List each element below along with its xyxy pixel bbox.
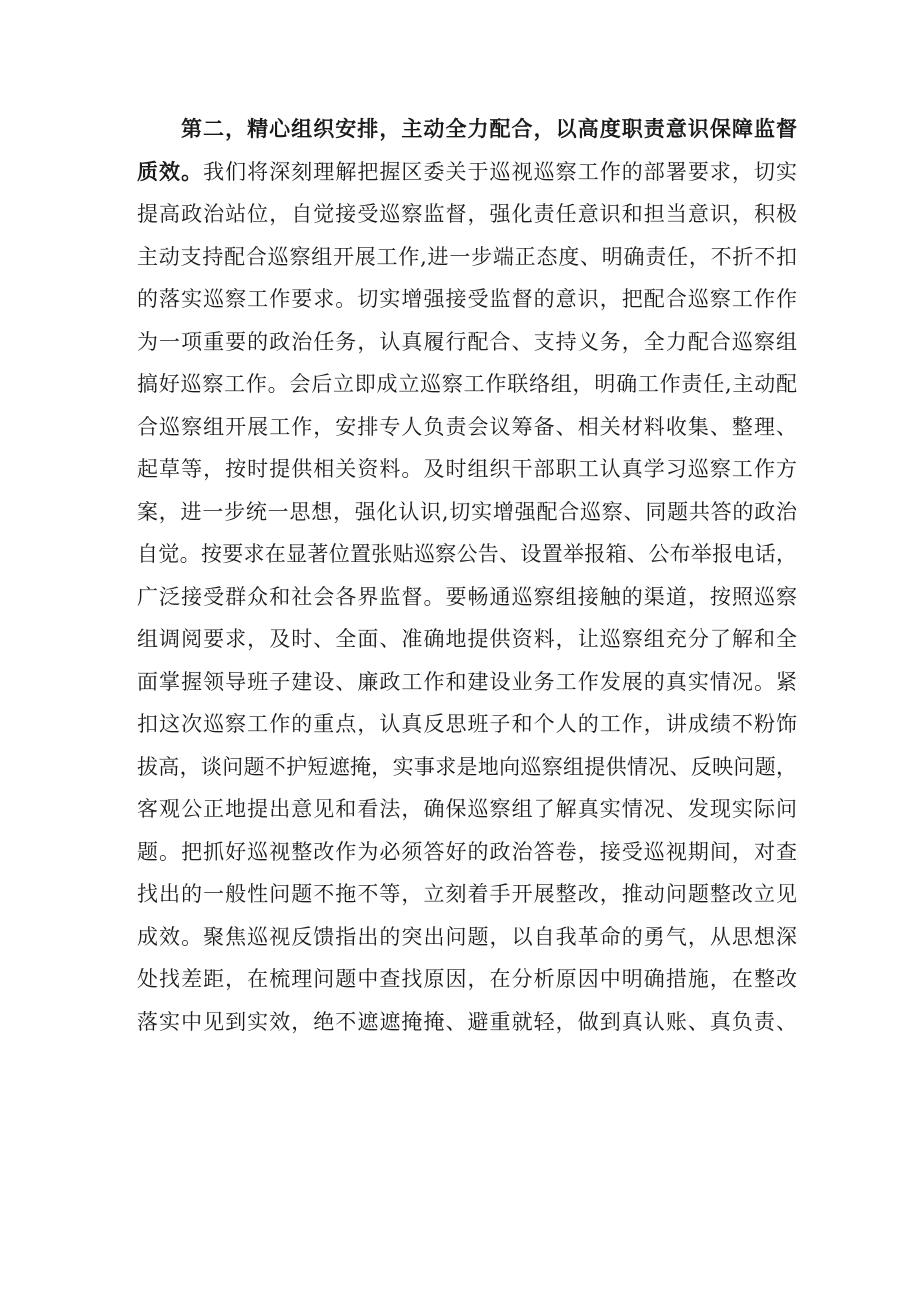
- text-line: 组调阅要求，及时、全面、准确地提供资料，让巡察组充分了解和全: [137, 627, 797, 651]
- text-line: 提高政治站位，自觉接受巡察监督，强化责任意识和担当意识，积极: [137, 202, 797, 226]
- text-line: 落实中见到实效，绝不遮遮掩掩、避重就轻，做到真认账、真负责、: [137, 1009, 797, 1034]
- text-line: 搞好巡察工作。会后立即成立巡察工作联络组，明确工作责任,主动配: [137, 372, 797, 396]
- text-line: 拔高，谈问题不护短遮掩，实事求是地向巡察组提供情况、反映问题，: [137, 754, 797, 779]
- text-line: [137, 151, 797, 193]
- text-line-content: 我们将深刻理解把握区委关于巡视巡察工作的部署要求，切实: [203, 159, 798, 184]
- text-line: 合巡察组开展工作，安排专人负责会议筹备、相关材料收集、整理、: [137, 414, 797, 439]
- text-line: 面掌握领导班子建设、廉政工作和建设业务工作发展的真实情况。紧: [137, 669, 797, 694]
- text-line: 处找差距，在梳理问题中查找原因，在分析原因中明确措施，在整改: [137, 967, 797, 991]
- paragraph-heading-line: [137, 108, 797, 150]
- text-line: 扣这次巡察工作的重点，认真反思班子和个人的工作，讲成绩不粉饰: [137, 712, 797, 736]
- paragraph-heading: 第二，精心组织安排，主动全力配合，以高度职责意识保障监督: [181, 116, 797, 141]
- text-line: 题。把抓好巡视整改作为必须答好的政治答卷，接受巡视期间，对查: [137, 839, 797, 864]
- text-line: 自觉。按要求在显著位置张贴巡察公告、设置举报箱、公布举报电话，: [137, 542, 797, 566]
- text-line: 为一项重要的政治任务，认真履行配合、支持义务，全力配合巡察组: [137, 329, 797, 354]
- text-line: 客观公正地提出意见和看法，确保巡察组了解真实情况、发现实际问: [137, 797, 797, 821]
- text-line: 找出的一般性问题不拖不等，立刻着手开展整改，推动问题整改立见: [137, 882, 797, 906]
- text-line: 成效。聚焦巡视反馈指出的突出问题，以自我革命的勇气，从思想深: [137, 924, 797, 949]
- text-line: 起草等，按时提供相关资料。及时组织干部职工认真学习巡察工作方: [137, 457, 797, 481]
- text-line: 广泛接受群众和社会各界监督。要畅通巡察组接触的渠道，按照巡察: [137, 584, 797, 609]
- text-line: 案，进一步统一思想，强化认识,切实增强配合巡察、同题共答的政治: [137, 499, 797, 524]
- text-line: 主动支持配合巡察组开展工作,进一步端正态度、明确责任，不折不扣: [137, 244, 797, 269]
- paragraph-heading-continued: 质效。: [137, 158, 204, 184]
- text-line: 的落实巡察工作要求。切实增强接受监督的意识，把配合巡察工作作: [137, 287, 797, 311]
